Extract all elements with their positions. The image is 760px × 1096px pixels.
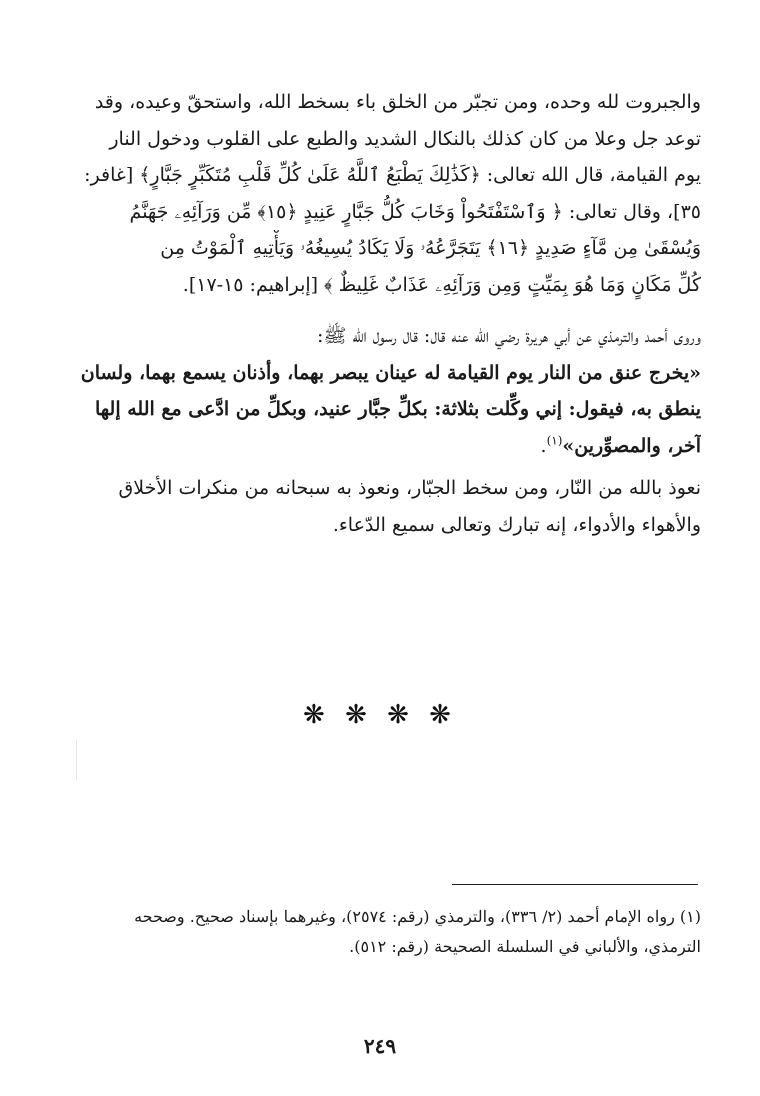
- footnote-line: الترمذي، والألباني في السلسلة الصحيحة (رقم: ٥١٢).: [349, 937, 701, 956]
- paragraph-hadith: [76, 318, 701, 464]
- hadith-last-line: [76, 428, 701, 465]
- text-line: كُلِّ مَكَانٍ وَمَا هُوَ بِمَيِّتٍ وَمِن وَرَآئِهِۦ عَذَابٌ غَلِيظٌ ﴾ [إبراهيم: ١٥-١٧].: [182, 273, 701, 296]
- paragraph-supplication: [76, 470, 701, 543]
- text-line: ٣٥]، وقال تعالى: ﴿ وَٱسْتَفْتَحُواْ وَخَابَ كُلُّ جَبَّارٍ عَنِيدٍ ﴿١٥﴾ مِّن وَرَآئِهِۦ جَهَنَّمُ: [129, 200, 701, 223]
- footnote-line: (١) رواه الإمام أحمد (٢/ ٣٣٦)، والترمذي (رقم: ٢٥٧٤)، وغيرهما بإسناد صحيح. وصححه: [134, 907, 701, 926]
- page-number: ٢٤٩: [363, 1034, 397, 1058]
- hadith-intro: وروى أحمد والترمذي عن أبي هريرة رضي الله عنه قال: قال رسول الله ﷺ:: [317, 325, 701, 347]
- text-line: والأهواء والأدواء، إنه تبارك وتعالى سميع الدّعاء.: [332, 513, 701, 536]
- paragraph-jabaroot: [76, 84, 701, 303]
- footnotes: [76, 902, 701, 962]
- section-separator-stars: ❋ ❋ ❋ ❋: [303, 700, 457, 730]
- footnote-reference[interactable]: (١): [546, 433, 563, 448]
- text-line: والجبروت لله وحده، ومن تجبّر من الخلق باء بسخط الله، واستحقّ وعيده، وقد: [94, 91, 701, 113]
- end-punctuation: .: [540, 434, 547, 457]
- scan-artifact-line: [76, 740, 77, 780]
- hadith-text-line: «يخرج عنق من النار يوم القيامة له عينان يبصر بهما، وأذنان يسمع بهما، ولسان: [80, 361, 701, 384]
- text-line: نعوذ بالله من النّار، ومن سخط الجبّار، ونعوذ به سبحانه من منكرات الأخلاق: [118, 477, 701, 499]
- hadith-text-line: ينطق به، فيقول: إني وكِّلت بثلاثة: بكلِّ جبَّار عنيد، وبكلِّ من ادَّعى مع الله إلها: [94, 398, 701, 420]
- footnote-divider: [452, 884, 698, 885]
- text-line: وَيُسْقَىٰ مِن مَّآءٍ صَدِيدٍ ﴿١٦﴾ يَتَجَرَّعُهُۥ وَلَا يَكَادُ يُسِيغُهُۥ وَيَأْتِيهِ ٱلْمَوْتُ مِن: [160, 237, 701, 259]
- text-line: يوم القيامة، قال الله تعالى: ﴿كَذَٰلِكَ يَطْبَعُ ٱللَّهُ عَلَىٰ كُلِّ قَلْبِ مُتَكَبِّرٍ جَبَّارٍ﴾ [غافر:: [84, 164, 701, 186]
- text-line: توعد جل وعلا من كان كذلك بالنكال الشديد والطبع على القلوب ودخول النار: [109, 127, 701, 150]
- hadith-text-end: آخر، والمصوِّرين»: [562, 434, 701, 457]
